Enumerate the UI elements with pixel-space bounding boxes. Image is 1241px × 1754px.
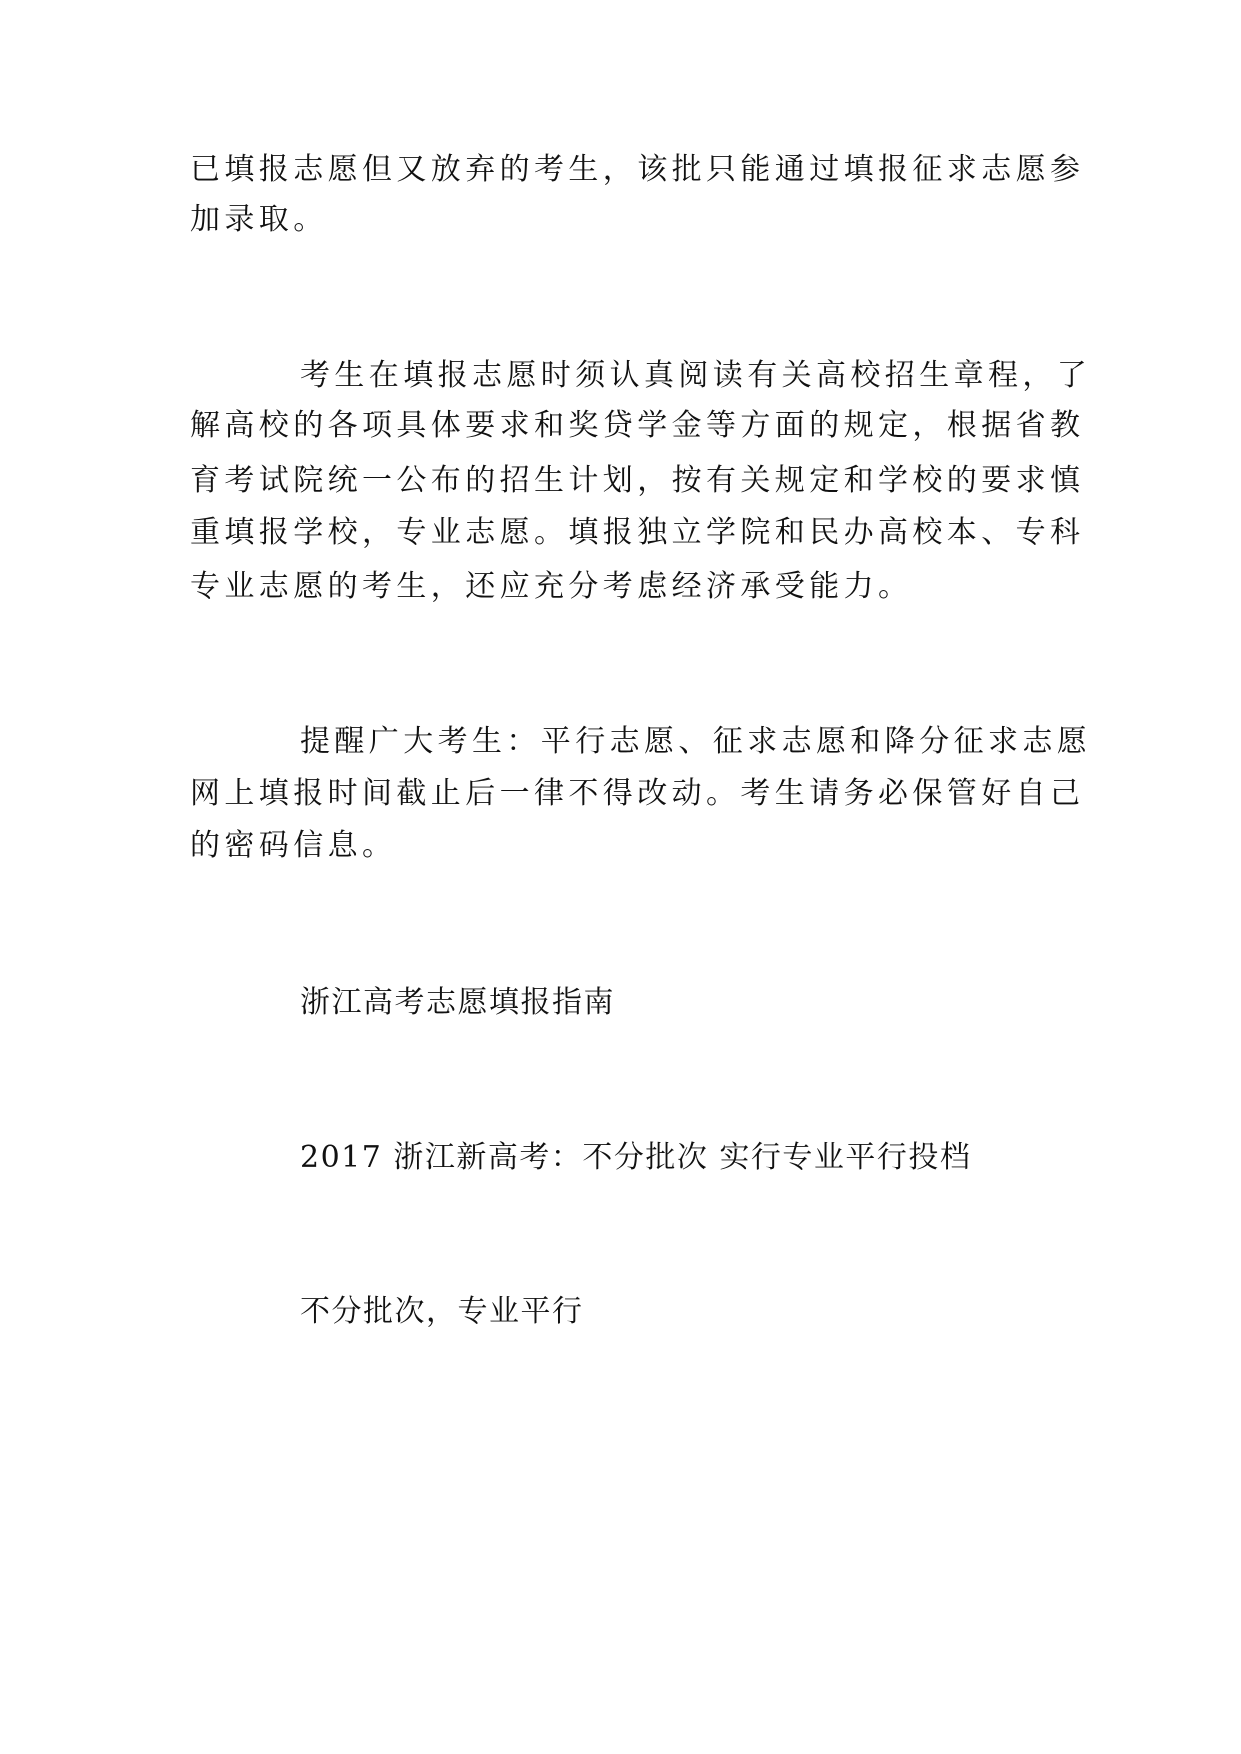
heading-2017-new-exam: 2017 浙江新高考：不分批次 实行专业平行投档	[300, 1140, 972, 1175]
paragraph-line: 的密码信息。	[190, 828, 397, 863]
heading-no-batches: 不分批次，专业平行	[300, 1294, 584, 1329]
paragraph-line: 解高校的各项具体要求和奖贷学金等方面的规定，根据省教	[190, 408, 1085, 443]
paragraph-line: 考生在填报志愿时须认真阅读有关高校招生章程，了	[300, 358, 1092, 393]
paragraph-line: 重填报学校，专业志愿。填报独立学院和民办高校本、专科	[190, 515, 1085, 550]
paragraph-line: 育考试院统一公布的招生计划，按有关规定和学校的要求慎	[190, 463, 1085, 498]
paragraph-line: 网上填报时间截止后一律不得改动。考生请务必保管好自己	[190, 776, 1085, 811]
heading-guide: 浙江高考志愿填报指南	[300, 985, 615, 1020]
paragraph-line: 提醒广大考生：平行志愿、征求志愿和降分征求志愿	[300, 724, 1092, 759]
paragraph-line: 专业志愿的考生，还应充分考虑经济承受能力。	[190, 569, 913, 604]
paragraph-line: 已填报志愿但又放弃的考生，该批只能通过填报征求志愿参	[190, 152, 1085, 187]
paragraph-line: 加录取。	[190, 202, 328, 237]
